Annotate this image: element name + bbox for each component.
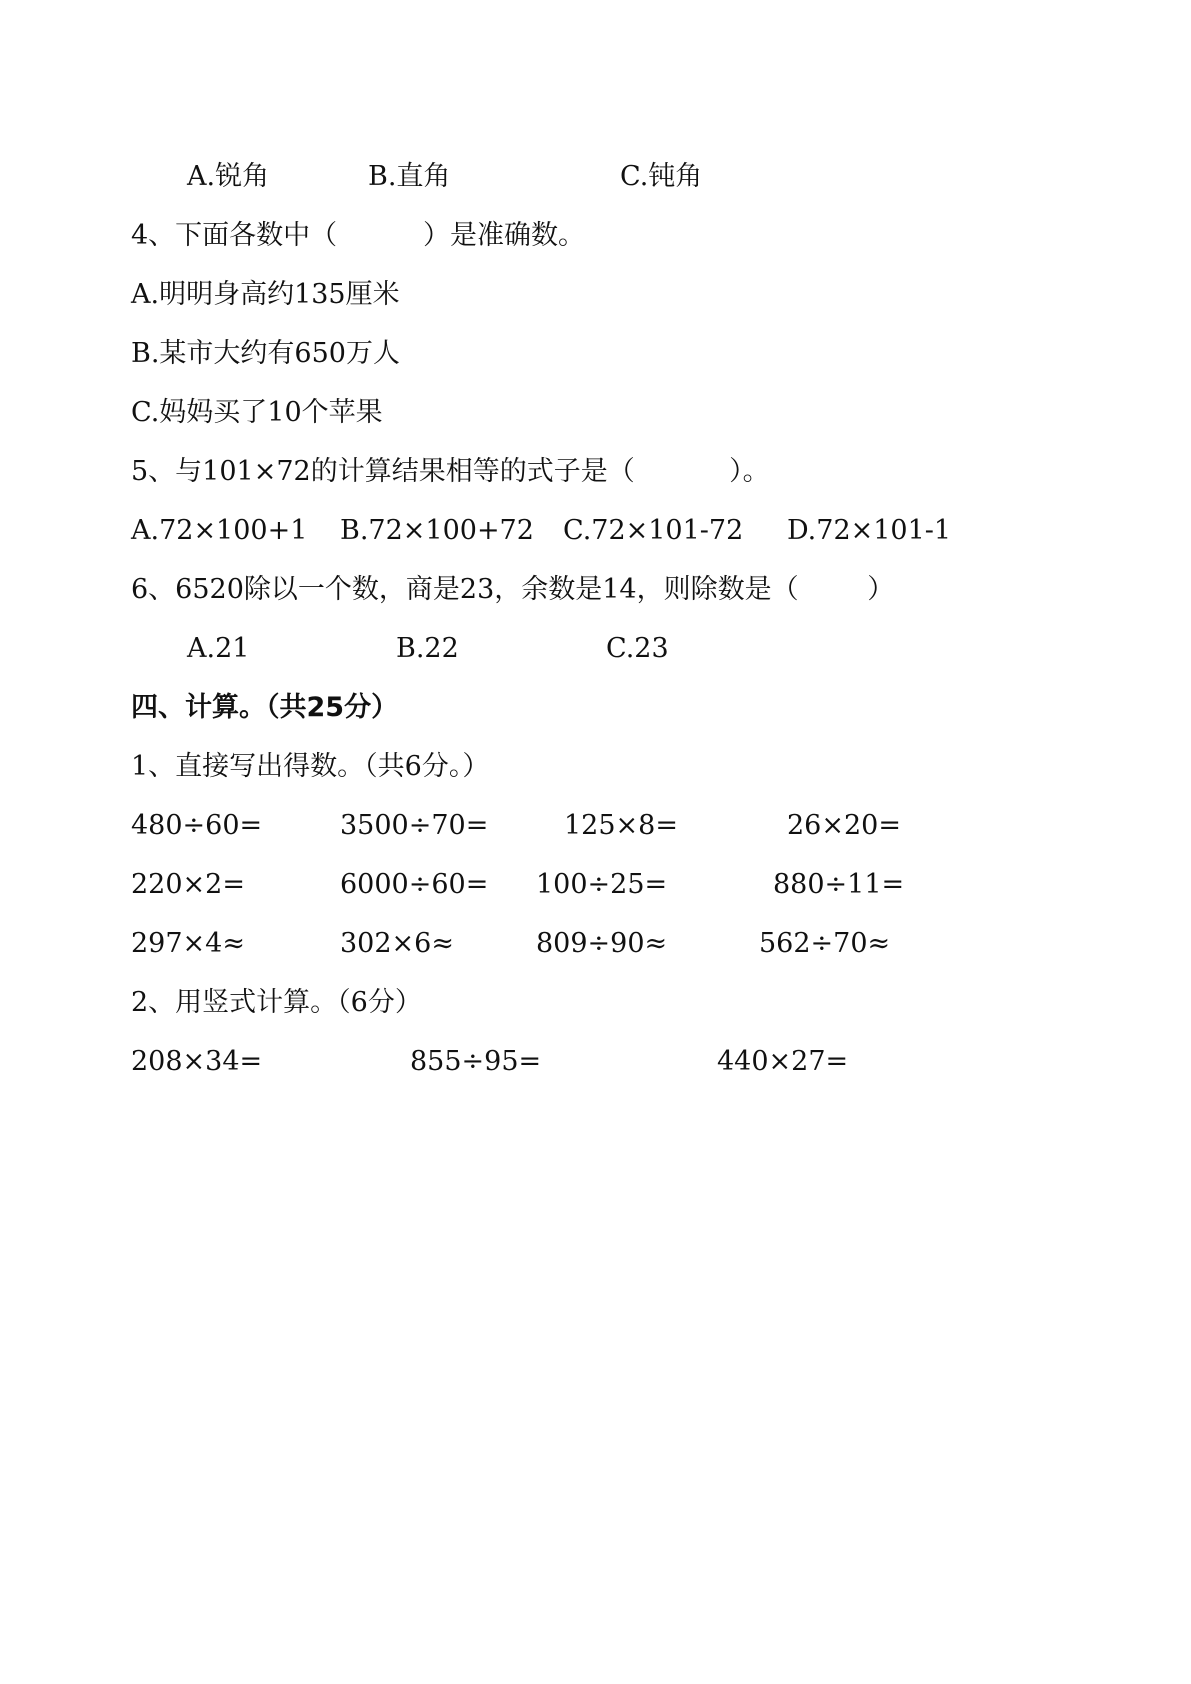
calc-item: 297×4≈ (131, 928, 245, 959)
oral-calc-row (0, 806, 1191, 846)
option-b: B.直角 (368, 161, 451, 192)
q4-option-c (0, 393, 1191, 433)
q4-option-b (0, 334, 1191, 374)
calc-item: 480÷60= (131, 810, 263, 841)
option-text: C.妈妈买了10个苹果 (131, 397, 383, 428)
calc-item: 26×20= (787, 810, 901, 841)
q5-options (0, 511, 1191, 551)
calc-item: 855÷95= (410, 1046, 542, 1077)
subsection-2-heading (0, 983, 1191, 1023)
calc-item: 125×8= (564, 810, 678, 841)
calc-item: 100÷25= (536, 869, 668, 900)
option-d: D.72×101-1 (787, 515, 952, 546)
calc-item: 302×6≈ (340, 928, 454, 959)
option-c: C.72×101-72 (563, 515, 744, 546)
calc-item: 3500÷70= (340, 810, 489, 841)
question-6 (0, 570, 1191, 610)
option-c: C.钝角 (620, 161, 703, 192)
option-a: A.锐角 (187, 161, 270, 192)
question-4 (0, 216, 1191, 256)
calc-item: 880÷11= (773, 869, 905, 900)
option-a: A.72×100+1 (131, 515, 308, 546)
option-b: B.22 (396, 633, 459, 664)
section-title: 四、计算。（共25分） (131, 692, 399, 723)
subsection-title: 2、用竖式计算。（6分） (131, 987, 422, 1018)
question-stem: 5、与101×72的计算结果相等的式子是（ ）。 (131, 456, 770, 487)
question-5 (0, 452, 1191, 492)
calc-item: 562÷70≈ (759, 928, 891, 959)
subsection-title: 1、直接写出得数。（共6分。） (131, 751, 490, 782)
calc-item: 809÷90≈ (536, 928, 668, 959)
calc-item: 208×34= (131, 1046, 263, 1077)
oral-calc-row (0, 865, 1191, 905)
option-text: B.某市大约有650万人 (131, 338, 400, 369)
calc-item: 220×2= (131, 869, 245, 900)
option-a: A.21 (187, 633, 250, 664)
q4-option-a (0, 275, 1191, 315)
question-stem: 6、6520除以一个数，商是23，余数是14，则除数是（ ） (131, 574, 895, 605)
calc-item: 6000÷60= (340, 869, 489, 900)
subsection-1-heading (0, 747, 1191, 787)
q3-options (0, 157, 1191, 197)
calc-item: 440×27= (717, 1046, 849, 1077)
option-c: C.23 (606, 633, 669, 664)
q6-options (0, 629, 1191, 669)
option-text: A.明明身高约135厘米 (131, 279, 400, 310)
oral-calc-row (0, 924, 1191, 964)
vertical-calc-row (0, 1042, 1191, 1082)
question-stem: 4、下面各数中（ ）是准确数。 (131, 220, 586, 251)
section-4-heading (0, 688, 1191, 728)
option-b: B.72×100+72 (340, 515, 534, 546)
